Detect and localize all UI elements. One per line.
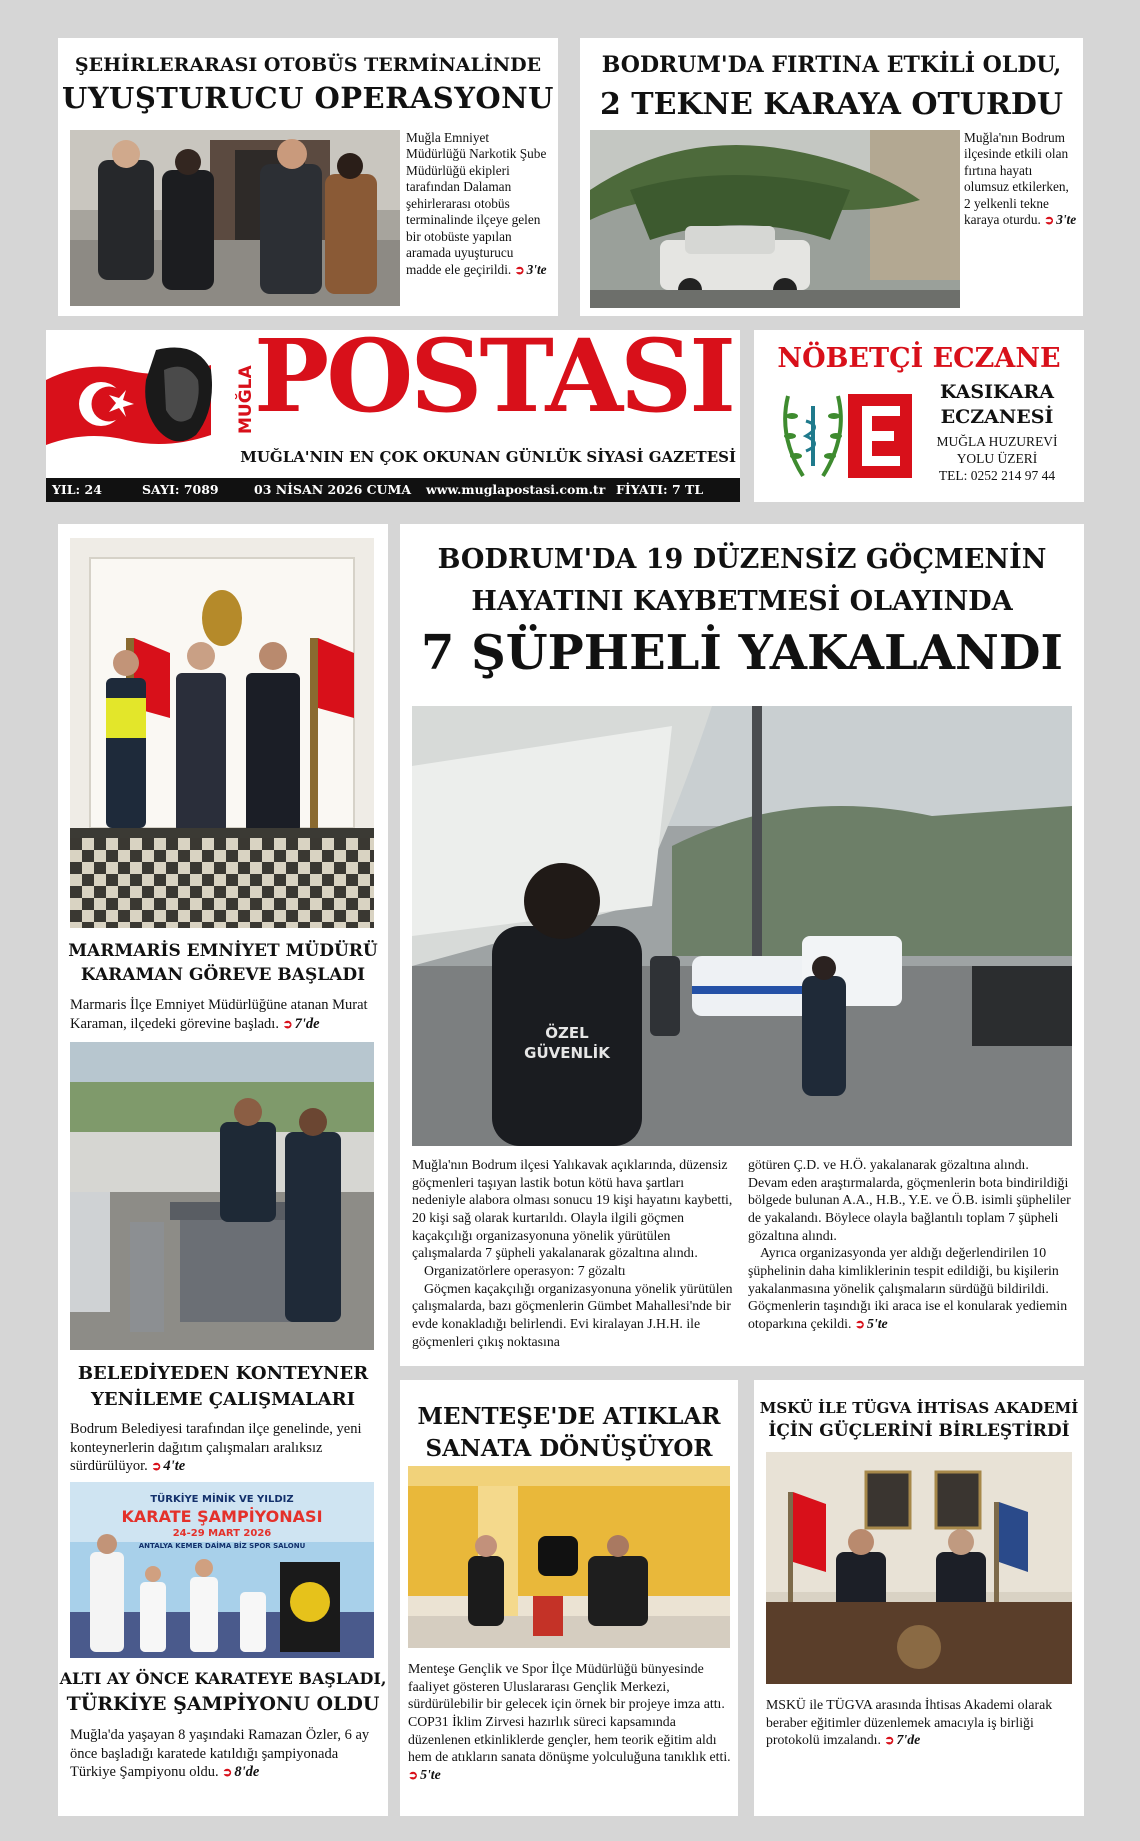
pharmacy-address-1: MUĞLA HUZUREVİ — [936, 434, 1058, 449]
karate-banner-line-1: TÜRKİYE MİNİK VE YILDIZ — [150, 1494, 294, 1505]
pharmacy-title: NÖBETÇİ ECZANE — [777, 343, 1061, 374]
top-left-ref[interactable]: ➲ 3'te — [514, 261, 547, 277]
turkish-flag-ataturk-logo — [46, 340, 216, 460]
vest-text-line-2: GÜVENLİK — [524, 1044, 610, 1062]
main-story-column-1 — [412, 1156, 734, 1350]
main-col1-subheading: Organizatörlere operasyon: 7 gözaltı — [424, 1262, 626, 1278]
masthead-website[interactable]: www.muglapostasi.com.tr — [426, 482, 606, 497]
marmaris-body: Marmaris İlçe Emniyet Müdürlüğüne atanan Murat Karaman, ilçedeki görevine başladı. ➲ 7'de — [70, 997, 368, 1032]
karate-body: Muğla'da yaşayan 8 yaşındaki Ramazan Özler, 6 ay önce başladığı karatede katıldığı şampiyonada Türkiye Şampiyonu oldu. ➲ 8'de — [70, 1727, 370, 1781]
main-headline-2: HAYATINI KAYBETMESİ OLAYINDA — [471, 586, 1013, 617]
arrow-right-icon: ➲ — [854, 1316, 865, 1331]
arrow-right-icon: ➲ — [1044, 213, 1055, 228]
marmaris-officials-photo — [70, 538, 374, 928]
pharmacy-box — [754, 330, 1084, 502]
mentese-headline-1: MENTEŞE'DE ATIKLAR — [417, 1403, 721, 1430]
main-col1-paragraph-2: Göçmen kaçakçılığı organizasyonuna yönelik yürütülen çalışmalarda, bazı göçmenlerin Gümbet Mahallesi'nde bir evde konakladığı belirlendi. Evi kiralayan J.H.H. ile göçmenleri çıkış noktasına — [412, 1280, 733, 1349]
pharmacy-name-2: ECZANESİ — [940, 406, 1054, 428]
top-right-headline-1: BODRUM'DA FIRTINA ETKİLİ OLDU, — [601, 52, 1062, 78]
marmaris-headline-2: KARAMAN GÖREVE BAŞLADI — [80, 965, 366, 985]
karate-ref[interactable]: ➲ 8'de — [222, 1764, 260, 1781]
marmaris-ref[interactable]: ➲ 7'de — [282, 1015, 320, 1032]
security-guard-marina-photo — [412, 706, 1072, 1146]
karate-headline-1: ALTI AY ÖNCE KARATEYE BAŞLADI, — [59, 1669, 387, 1688]
container-ref[interactable]: ➲ 4'te — [151, 1458, 186, 1475]
mentese-ref[interactable]: ➲ 5'te — [408, 1766, 441, 1782]
masthead-info-bar — [46, 478, 740, 502]
masthead-tagline: MUĞLA'NIN EN ÇOK OKUNAN GÜNLÜK SİYASİ GAZETESİ — [240, 448, 736, 466]
storm-tree-car-photo — [590, 130, 960, 308]
arrow-right-icon: ➲ — [151, 1459, 162, 1474]
youth-art-workshop-photo — [408, 1466, 730, 1648]
top-left-headline-2: UYUŞTURUCU OPERASYONU — [62, 81, 554, 115]
main-headline-3: 7 ŞÜPHELİ YAKALANDI — [421, 625, 1063, 681]
msku-ref[interactable]: ➲ 7'de — [884, 1732, 921, 1748]
mentese-body: Menteşe Gençlik ve Spor İlçe Müdürlüğü bünyesinde faaliyet gösteren Uluslararası Gençlik Merkezi, sürdürülebilir bir gelecek için örnek bir projeye imza attı. COP31 İklim Zirvesi hazırlık süreci kapsamında düzenlenen etkinliklerde gençler, hem teorik eğitim aldı hem de atıkların sanata dönüşme yolculuğuna tanıklık etti. ➲ 5'te — [408, 1661, 731, 1782]
mentese-story — [400, 1380, 738, 1816]
logo-small-text: MUĞLA — [236, 365, 256, 435]
top-right-story — [580, 38, 1083, 316]
arrow-right-icon: ➲ — [884, 1733, 895, 1748]
main-col1-paragraph-1: Muğla'nın Bodrum ilçesi Yalıkavak açıklarında, düzensiz göçmenleri taşıyan lastik botun kötü hava şartları nedeniyle alabora olması sonucu 19 kişi hayatını kaybetti, 20 kişi sağ olarak kurtarıldı. Olayla ilgili göçmen kaçakçılığı organizasyonuna yönelik yürütülen çalışmalarda 7 şüpheli yakalanarak gözaltına alındı. — [412, 1157, 733, 1261]
msku-body: MSKÜ ile TÜGVA arasında İhtisas Akademi olarak beraber eğitimler düzenlemek amacıyla iş birliği protokolü imzalandı. ➲ 7'de — [766, 1697, 1053, 1748]
msku-story — [754, 1380, 1084, 1816]
logo-main-text: POSTASI — [254, 317, 734, 435]
karate-banner-line-3: 24-29 MART 2026 — [172, 1528, 272, 1539]
masthead-issue: SAYI: 7089 — [142, 482, 219, 497]
main-story — [400, 524, 1084, 1366]
msku-headline-1: MSKÜ İLE TÜGVA İHTİSAS AKADEMİ — [759, 1399, 1079, 1417]
mentese-headline-2: SANATA DÖNÜŞÜYOR — [425, 1435, 713, 1462]
container-body: Bodrum Belediyesi tarafından ilçe genelinde, yeni konteynerlerin dağıtım çalışmaları aralıksız sürdürülüyor. ➲ 4'te — [70, 1421, 362, 1475]
karate-headline-2: TÜRKİYE ŞAMPİYONU OLDU — [66, 1693, 380, 1715]
top-left-body: Muğla Emniyet Müdürlüğü Narkotik Şube Müdürlüğü ekipleri tarafından Dalaman şehirlerarası otobüs terminalinde ilçeye gelen bir otobüste yapılan aramada uyuşturucu madde ele geçirildi. ➲ 3'te — [406, 130, 547, 277]
main-story-ref[interactable]: ➲ 5'te — [854, 1315, 888, 1331]
container-headline-2: YENİLEME ÇALIŞMALARI — [91, 1389, 355, 1410]
main-col2-paragraph-2: Ayrıca organizasyonda yer aldığı değerlendirilen 10 şüphelinin daha kimliklerinin tespit edildiği, bu kişilerin yakalanmasına yönelik çalışmaların sürdüğü bildirildi. Göçmenlerin taşındığı iki araca ise el konularak yediemin otoparkına çekildi. ➲ 5'te — [748, 1245, 1068, 1331]
pharmacy-caduceus-icon — [778, 386, 918, 486]
left-column — [58, 524, 388, 1816]
arrow-right-icon: ➲ — [514, 262, 525, 277]
masthead-date: 03 NİSAN 2026 CUMA — [254, 482, 412, 497]
arrow-right-icon: ➲ — [222, 1765, 233, 1780]
masthead-price: FİYATI: 7 TL — [616, 482, 704, 497]
masthead — [46, 317, 740, 502]
main-col2-paragraph-1: götüren Ç.D. ve H.Ö. yakalanarak gözaltına alındı. Devam eden araştırmalarda, göçmenlerin bota bindirildiği bölgede bulunan A.A., H.B., Y.E. ve Ö.B. isimli şüpheliler de yakalandı. Böylece olayla bağlantılı toplam 7 şüpheli gözaltına alındı. — [748, 1157, 1071, 1243]
pharmacy-address-2: YOLU ÜZERİ — [956, 451, 1038, 466]
main-story-column-2 — [748, 1156, 1072, 1333]
top-right-body: Muğla'nın Bodrum ilçesinde etkili olan fırtına hayatı olumsuz etkilerken, 2 yelkenli tekne karaya oturdu. ➲ 3'te — [964, 130, 1077, 228]
karate-banner-line-4: ANTALYA KEMER DAİMA BİZ SPOR SALONU — [138, 1542, 306, 1550]
arrow-right-icon: ➲ — [282, 1016, 293, 1031]
karate-champion-photo — [70, 1482, 374, 1658]
top-right-ref[interactable]: ➲ 3'te — [1044, 212, 1077, 228]
masthead-year: YIL: 24 — [52, 482, 102, 497]
pharmacy-name-1: KASIKARA — [939, 381, 1055, 403]
arrow-right-icon: ➲ — [408, 1767, 419, 1782]
marmaris-headline-1: MARMARİS EMNİYET MÜDÜRÜ — [68, 941, 378, 961]
vest-text-line-1: ÖZEL — [545, 1024, 589, 1042]
top-left-headline-1: ŞEHİRLERARASI OTOBÜS TERMİNALİNDE — [74, 54, 542, 76]
karate-banner-line-2: KARATE ŞAMPİYONASI — [121, 1507, 323, 1526]
container-workers-photo — [70, 1042, 374, 1350]
police-arrest-photo — [70, 130, 400, 306]
container-headline-1: BELEDİYEDEN KONTEYNER — [77, 1363, 369, 1384]
main-headline-1: BODRUM'DA 19 DÜZENSİZ GÖÇMENİN — [437, 544, 1047, 575]
protocol-signing-photo — [766, 1452, 1072, 1684]
pharmacy-phone: TEL: 0252 214 97 44 — [938, 468, 1056, 483]
top-right-headline-2: 2 TEKNE KARAYA OTURDU — [599, 87, 1064, 122]
msku-headline-2: İÇİN GÜÇLERİNİ BİRLEŞTİRDİ — [768, 1421, 1070, 1441]
top-left-story — [58, 38, 558, 316]
